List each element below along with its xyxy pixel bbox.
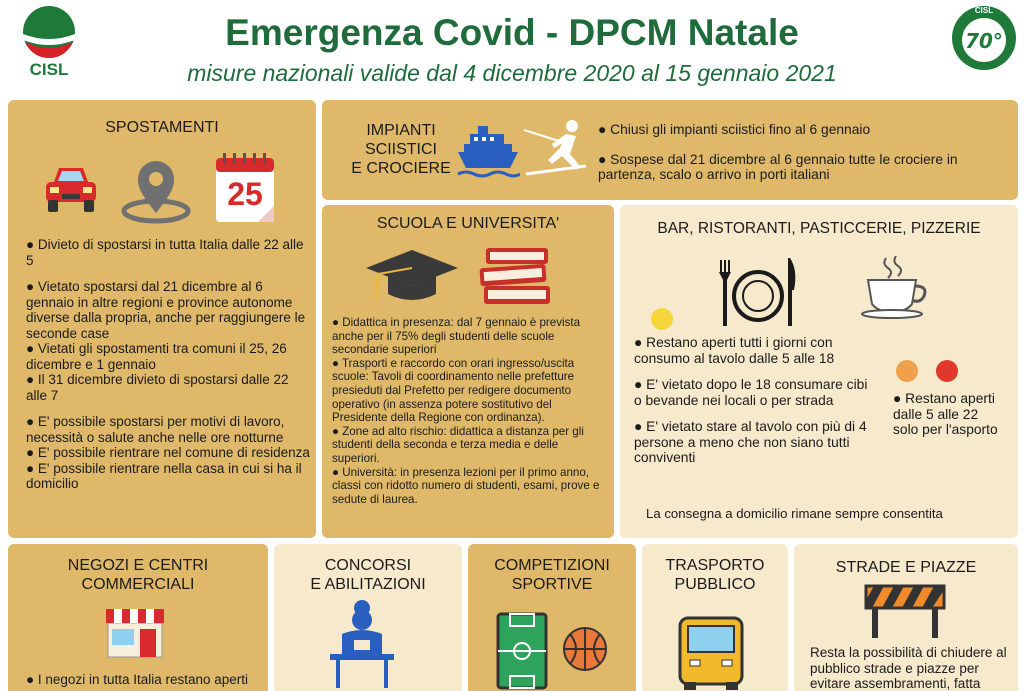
spostamenti-item: ● E' possibile rientrare nella casa in cui si ha il domicilio [26, 460, 302, 491]
spostamenti-item: ● Vietati gli spostamenti tra comuni il 25, 26 dicembre e 1 gennaio [26, 341, 287, 372]
bar-side-note: ● Restano aperti dalle 5 alle 22 solo per l'asporto [893, 391, 998, 437]
coffee-cup-icon [860, 256, 932, 320]
strade-text: Resta la possibilità di chiudere al pubblico strade e piazze per evitare assembramenti, fatta [810, 645, 1007, 691]
spostamenti-item: ● E' possibile spostarsi per motivi di lavoro, necessità o salute anche nelle ore notturne [26, 414, 285, 445]
negozi-text: ● I negozi in tutta Italia restano aperti [26, 672, 249, 687]
svg-text:70°: 70° [965, 29, 1003, 53]
red-dot-icon [936, 360, 958, 382]
football-field-icon [496, 612, 548, 690]
trasporto-title: TRASPORTO PUBBLICO [665, 557, 765, 593]
negozi-title: NEGOZI E CENTRI COMMERCIALI [67, 557, 209, 593]
bar-footer: La consegna a domicilio rimane sempre consentita [646, 506, 943, 521]
scuola-item: ● Università: in presenza lezioni per il primo anno, classi con ridotto numero di studenti, esami, prove e sedute di laurea. [332, 465, 600, 506]
cisl-70-logo-text: CISL [974, 6, 994, 15]
impianti-item: ● Chiusi gli impianti sciistici fino al 6 gennaio [598, 122, 871, 137]
books-icon [474, 244, 556, 308]
road-barrier-icon [864, 582, 946, 638]
scuola-item: ● Zone ad alto rischio: didattica a distanza per gli studenti della seconda e terza media e delle superiori. [332, 424, 584, 465]
orange-dot-icon [896, 360, 918, 382]
calendar-day: 25 [227, 176, 263, 212]
scuola-text [332, 316, 608, 506]
graduation-cap-icon [364, 244, 460, 306]
bar-title: BAR, RISTORANTI, PASTICCERIE, PIZZERIE [657, 220, 981, 237]
shop-icon [104, 603, 166, 659]
exam-candidate-icon [326, 598, 398, 688]
bar-item: ● E' vietato stare al tavolo con più di 4 persone a meno che non siano tutti conviventi [634, 419, 867, 465]
map-pin-icon [120, 155, 192, 225]
yellow-dot-icon [651, 308, 673, 330]
bar-item: ● E' vietato dopo le 18 consumare cibi o bevande nei locali o per strada [634, 377, 868, 408]
cruise-ship-icon [456, 120, 520, 180]
skier-icon [522, 116, 592, 182]
cutlery-plate-icon [712, 256, 804, 326]
spostamenti-item: ● Il 31 dicembre divieto di spostarsi dalle 22 alle 7 [26, 372, 289, 403]
page-subtitle: misure nazionali valide dal 4 dicembre 2020 al 15 gennaio 2021 [187, 60, 837, 86]
bus-icon [676, 612, 746, 691]
page-title: Emergenza Covid - DPCM Natale [225, 12, 799, 53]
bar-item: ● Restano aperti tutti i giorni con consumo al tavolo dalle 5 alle 18 [634, 335, 835, 366]
strade-title: STRADE E PIAZZE [835, 559, 977, 576]
spostamenti-item: ● Vietato spostarsi dal 21 dicembre al 6 gennaio in altre regioni e province autonome diverse dalla propria, anche per raggiungere le seconde case [26, 279, 306, 341]
car-icon [40, 160, 102, 216]
scuola-title: SCUOLA E UNIVERSITA' [376, 215, 560, 232]
cisl-logo-text: CISL [29, 60, 69, 79]
impianti-title: IMPIANTI SCIISTICI E CROCIERE [351, 122, 451, 177]
spostamenti-item: ● Divieto di spostarsi in tutta Italia dalle 22 alle 5 [26, 237, 304, 268]
basketball-icon [562, 626, 608, 672]
scuola-item: ● Didattica in presenza: dal 7 gennaio è prevista anche per il 75% degli studenti delle scuole secondarie superiori [332, 316, 581, 357]
spostamenti-item: ● E' possibile rientrare nel comune di residenza [26, 445, 310, 460]
impianti-item: ● Sospese dal 21 dicembre al 6 gennaio tutte le crociere in partenza, scalo o arrivo in porti italiani [598, 151, 958, 182]
concorsi-title: CONCORSI E ABILITAZIONI [310, 557, 426, 593]
spostamenti-text [26, 237, 310, 492]
competizioni-title: COMPETIZIONI SPORTIVE [494, 557, 610, 593]
impianti-text [598, 122, 1008, 183]
spostamenti-title: SPOSTAMENTI [105, 119, 219, 136]
scuola-item: ● Trasporti e raccordo con orari ingresso/uscita scuole: Tavoli di coordinamento nelle prefetture presieduti dal Prefetto per redigere documento operativo (in assenza potere sostitutivo del Presidente della Regione con ordinanza). [332, 356, 575, 425]
bar-text [634, 335, 870, 466]
